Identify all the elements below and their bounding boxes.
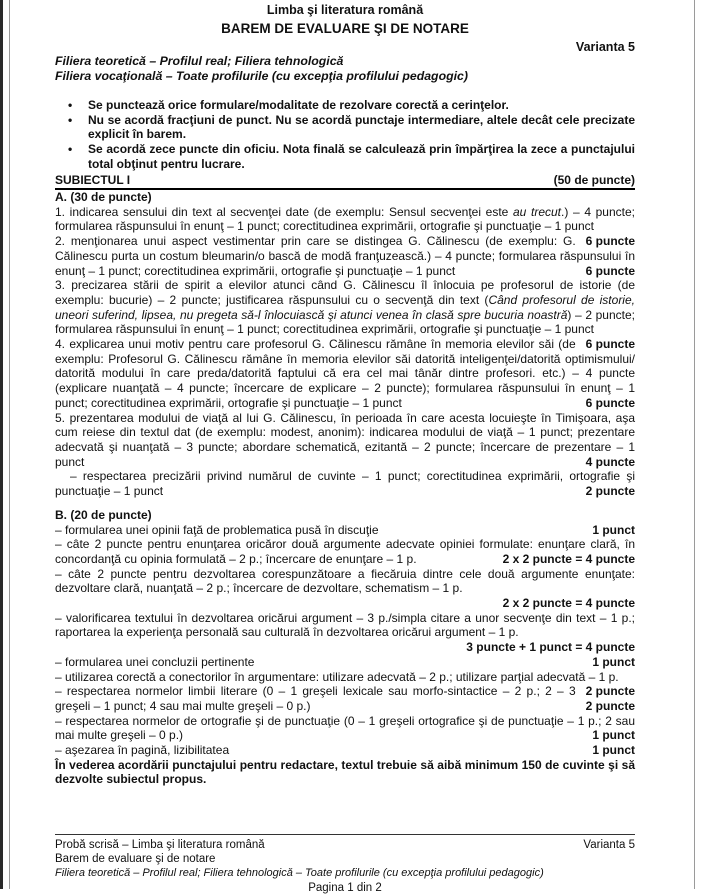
footer-page-number: Pagina 1 din 2 [308, 881, 382, 894]
rubric-text-run: 5. prezentarea modului de viaţă al lui G. Călinescu, în perioada în care acesta locuieşte în Timişoara, aşa cum reiese din textul dat (de exemplu: modest, anonim): indicarea modului de viaţă – 1 punct; prezentare adecvată şi nuanţată – 3 puncte; abordare schematică, ezitantă – 2 puncte; încercare de prezentare – 1 punct [55, 410, 635, 469]
footer-filiera-label: Filiera teoretică – Profilul real; Filiera tehnologică – Toate profilurile (cu excepţia profilului pedagogic) [55, 867, 544, 880]
rubric-text-run: – câte 2 puncte pentru dezvoltarea corespunzătoare a fiecăruia dintre cele două argumente enunţate: dezvoltare clară, nuanţată – 2 p.; încercare de dezvoltare, schematism – 1 p. [55, 566, 635, 596]
general-notes [55, 98, 635, 172]
subject1-header [55, 173, 635, 190]
rubric-item-text [55, 670, 619, 684]
rubric-text-run: – respectarea normelor limbii literare (0 – 1 greşeli lexicale sau morfo-sintactice – 2 p.; 2 – 3 greşeli – 1 punct; 4 sau mai multe greşeli – 0 p.) [55, 684, 576, 713]
rubric-item-text [55, 714, 635, 743]
item-score: 2 puncte [585, 698, 635, 713]
filiera-line-1: Filiera teoretică – Profilul real; Filiera tehnologică [55, 54, 344, 69]
item-score: 1 punct [592, 522, 635, 537]
rubric-item [55, 611, 635, 640]
rubric-item [55, 537, 635, 566]
rubric-text-run: – aşezarea în pagină, lizibilitatea [55, 743, 230, 758]
rubric-item [55, 655, 635, 670]
variant-label: Varianta 5 [575, 39, 635, 54]
rubric-text-run: – valorificarea textului în dezvoltarea oricărui argument – 3 p./simpla citare a unor secvenţe din text – 1 p.; raportarea la experienţa personală sau culturală în dezvoltarea oricărui argument – 1 p. [55, 610, 635, 640]
item-score: 3 puncte + 1 punct = 4 puncte [466, 640, 635, 655]
item-score: 6 puncte [585, 263, 635, 278]
subject1-points: (50 de puncte) [553, 173, 635, 188]
footer-line-1 [55, 838, 635, 852]
rubric-item [55, 743, 635, 758]
final-note: În vederea acordării punctajului pentru redactare, textul trebuie să aibă minimum 150 de cuvinte şi să dezvolte subiectul propus. [55, 757, 635, 787]
general-note-text: Nu se acordă fracţiuni de punct. Nu se acordă punctaje intermediare, altele decât cele precizate explicit în barem. [88, 112, 635, 142]
scan-edge-bar [0, 0, 3, 889]
filiera-line-2: Filiera vocaţională – Toate profilurile (cu excepţia profilului pedagogic) [55, 69, 468, 84]
rubric-text-run: – respectarea normelor de ortografie şi de punctuaţie (0 – 1 greşeli ortografice şi de punctuaţie – 1 p.; 2 sau mai multe greşeli – 0 p.) [55, 713, 635, 743]
general-note-text: Se acordă zece puncte din oficiu. Nota finală se calculează prin împărţirea la zece a punctajului total obţinut pentru lucrare. [88, 141, 635, 171]
footer-barem-label: Barem de evaluare şi de notare [55, 853, 216, 866]
bullet-icon: • [68, 141, 73, 156]
rubric-item-text [55, 611, 635, 640]
rubric-text-run: 1. indicarea sensului din text al secvenţei date (de exemplu: Sensul secvenţei este [55, 204, 513, 219]
document-subject: Limba şi literatura română [266, 3, 424, 17]
item-score: 2 puncte [585, 484, 635, 499]
item-score: 6 puncte [585, 234, 635, 249]
rubric-item-text [55, 411, 635, 469]
general-note [68, 98, 635, 113]
section-a-heading: A. (30 de puncte) [55, 190, 152, 205]
rubric-item [55, 337, 635, 411]
rubric-item-text [55, 684, 576, 713]
footer-proba-label: Probă scrisă – Limba şi literatura română [55, 839, 265, 851]
quoted-text: Când profesorul de istorie, uneori suferind, lipsea, nu pregeta să-l înlocuiască şi atunci venea în clasă spre bucuria noastră [55, 292, 635, 322]
item-score: 6 puncte [585, 395, 635, 410]
item-score: 2 x 2 puncte = 4 puncte [502, 596, 635, 611]
rubric-item-text [55, 469, 635, 498]
rubric-item [55, 523, 635, 538]
bullet-icon: • [68, 97, 73, 112]
rubric-text-run: .) – 4 puncte; formularea răspunsului în enunţ – 1 punct; corectitudinea exprimării, ortografie şi punctuaţie – 1 punct [55, 204, 635, 234]
rubric-text-run: – respectarea precizării privind numărul de cuvinte – 1 punct; corectitudinea exprimării, ortografie şi punctuaţie – 1 punct [55, 469, 635, 499]
page-title: BAREM DE EVALUARE ŞI DE NOTARE [221, 20, 469, 36]
general-note [68, 113, 635, 142]
rubric-text-run: – câte 2 puncte pentru enunţarea oricăror două argumente adecvate opiniei formulate: enunţare clară, în concordanţă cu opinia formulată – 2 p.; încercare de enunţare – 1 p. [55, 537, 635, 566]
rubric-item-text [55, 337, 635, 410]
page-border-right [694, 0, 695, 889]
footer-variant-label: Varianta 5 [583, 839, 635, 851]
item-score: 6 puncte [585, 337, 635, 352]
subject1-title: SUBIECTUL I [55, 173, 131, 188]
rubric-item [55, 469, 635, 498]
rubric-text-run: – utilizarea corectă a conectorilor în argumentare: utilizare adecvată – 2 p.; utilizare parţial adecvată – 1 p. [55, 669, 619, 684]
general-note [68, 142, 635, 171]
item-score: 1 punct [592, 743, 635, 758]
rubric-item [55, 234, 635, 278]
page-footer [55, 834, 635, 895]
rubric-item [55, 204, 635, 249]
rubric-item [55, 567, 635, 596]
item-score: 2 x 2 puncte = 4 puncte [502, 551, 635, 566]
rubric-item [55, 684, 635, 713]
rubric-item [55, 278, 635, 352]
section-b-heading: B. (20 de puncte) [55, 507, 152, 522]
rubric-text-run: 4. explicarea unui motiv pentru care profesorul G. Călinescu rămâne în memoria elevilor săi (de exemplu: Profesorul G. Călinescu rămâne în memoria elevilor săi datorită inteligenţei/datorită optimismului/ datorită modului în care preda/datorită faptului că era cel mai tânăr dintre profesori. etc.) – 4 puncte (explicare nuanţată – 4 puncte; încercare de explicare – 2 puncte); formularea răspunsului în enunţ – 1 punct; corectitudinea exprimării, ortografie şi punctuaţie – 1 punct [55, 337, 635, 410]
rubric-item [55, 411, 635, 470]
bullet-icon: • [68, 112, 73, 127]
rubric-text-run: 2. menţionarea unui aspect vestimentar prin care se distingea G. Călinescu (de exemplu: G. Călinescu purta un costum bleumarin/o bască de modă franţuzească.) – 4 puncte; formularea răspunsului în enunţ – 1 punct; corectitudinea exprimării, ortografie şi punctuaţie – 1 punct [55, 234, 635, 278]
rubric-item-text [55, 234, 635, 277]
rubric-item-text [55, 278, 635, 336]
quoted-text: au trecut [513, 204, 562, 219]
footer-divider [55, 834, 635, 835]
item-score: 4 puncte [585, 454, 635, 469]
item-score: 1 punct [592, 654, 635, 669]
section-a-items [55, 205, 635, 499]
general-note-text: Se punctează orice formulare/modalitate de rezolvare corectă a cerinţelor. [88, 97, 509, 112]
page-border-left [9, 0, 10, 889]
rubric-text-run: ) – 2 puncte; formularea răspunsului în enunţ – 1 punct; corectitudinea exprimării, ortografie şi punctuaţie – 1 punct [55, 307, 635, 337]
rubric-item-text [55, 523, 379, 537]
rubric-item [55, 714, 635, 743]
item-score: 1 punct [592, 728, 635, 743]
document-body [55, 2, 635, 787]
rubric-text-run: – formularea unei concluzii pertinente [55, 654, 255, 669]
rubric-text-run: 3. precizarea stării de spirit a elevilor atunci când G. Călinescu îl înlocuia pe profesorul de istorie (de exemplu: bucurie) – 2 puncte; justificarea răspunsului cu o secvenţă din text ( [55, 278, 635, 307]
rubric-item-text [55, 567, 635, 596]
rubric-item-text [55, 743, 229, 757]
rubric-item-text [55, 655, 254, 669]
rubric-text-run: – formularea unei opinii faţă de problematica pusă în discuţie [55, 522, 379, 537]
rubric-item-text [55, 205, 635, 234]
item-score: 2 puncte [585, 684, 635, 699]
section-b-items [55, 523, 635, 758]
